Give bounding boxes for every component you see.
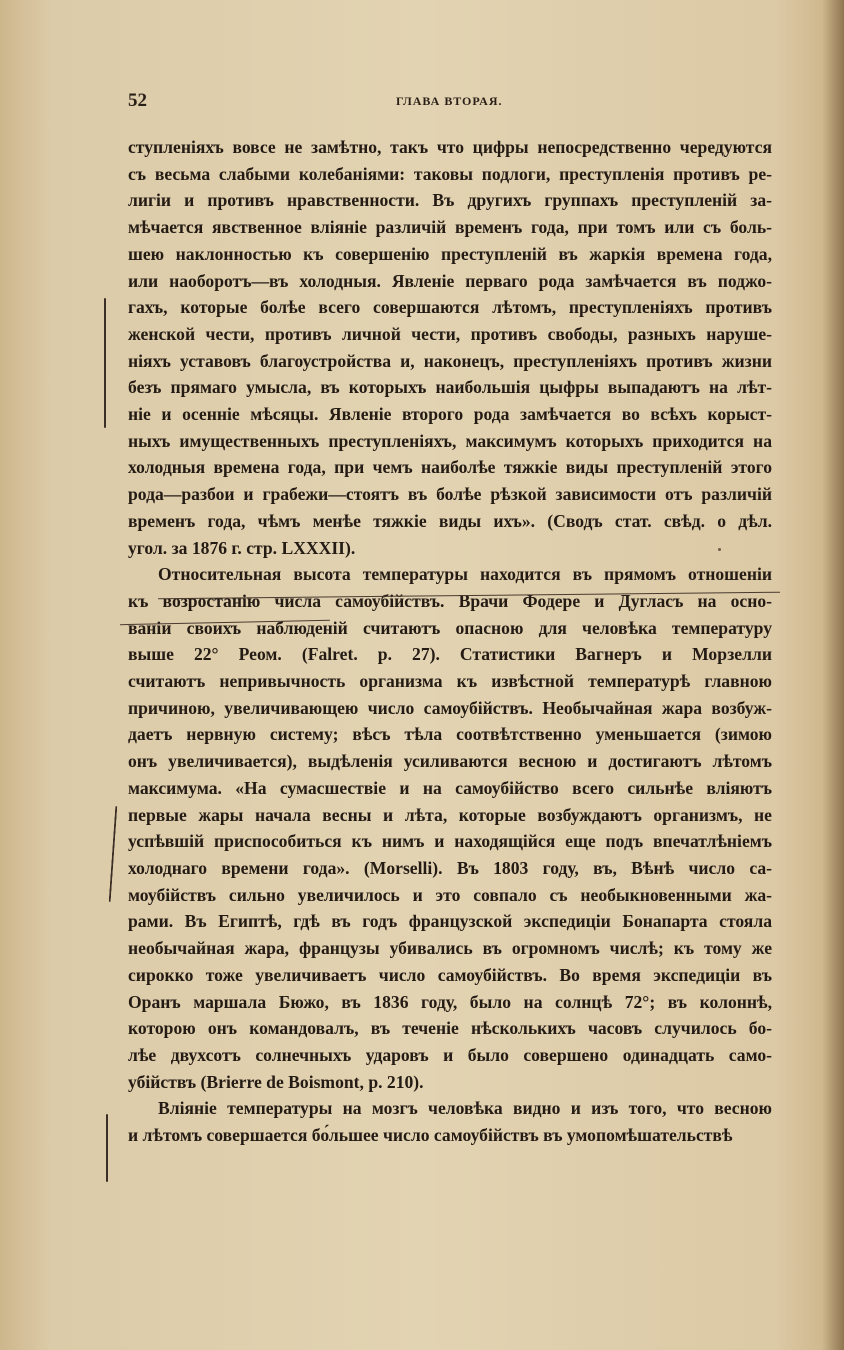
text-line: съ весьма слабыми колебаніями: таковы подлоги, преступленія противъ ре- xyxy=(128,163,772,184)
paper-speck xyxy=(718,548,721,551)
page-edge-shadow xyxy=(822,0,844,1350)
pencil-margin-mark xyxy=(109,806,118,902)
text-line: Оранъ маршала Бюжо, въ 1836 году, было на солнцѣ 72°; въ колоннѣ, xyxy=(128,991,772,1012)
body-text xyxy=(128,134,772,1149)
text-line: необычайная жара, французы убивались въ огромномъ числѣ; къ тому же xyxy=(128,938,772,959)
text-line: лѣе двухсотъ солнечныхъ ударовъ и было совершено одинадцать само- xyxy=(128,1044,772,1065)
text-line: лигіи и противъ нравственности. Въ другихъ группахъ преступленій за- xyxy=(128,190,772,211)
text-line: къ возростанію числа самоубійствъ. Врачи Фодере и Дугласъ на осно- xyxy=(128,590,772,611)
text-line: временъ года, чѣмъ менѣе тяжкіе виды ихъ». (Сводъ стат. свѣд. о дѣл. xyxy=(128,510,772,531)
text-line: убійствъ (Brierre de Boismont, p. 210). xyxy=(128,1071,424,1092)
text-line: Вліяніе температуры на мозгъ человѣка видно и изъ того, что весною xyxy=(158,1098,772,1119)
text-line: первые жары начала весны и лѣта, которые возбуждаютъ организмъ, не xyxy=(128,804,772,825)
text-line: успѣвшій приспособиться къ нимъ и находящійся еще подъ впечатлѣніемъ xyxy=(128,831,772,852)
text-line: угол. за 1876 г. стр. LXXXII). xyxy=(128,537,356,558)
text-line: максимума. «На сумасшествіе и на самоубійство всего сильнѣе вліяютъ xyxy=(128,777,772,798)
page-number: 52 xyxy=(128,90,147,111)
text-line: ступленіяхъ вовсе не замѣтно, такъ что цифры непосредственно чередуются xyxy=(128,137,772,157)
text-line: или наоборотъ—въ холодныя. Явленіе перваго рода замѣчается въ поджо- xyxy=(128,270,772,291)
paragraph xyxy=(128,561,772,1095)
text-line: считаютъ непривычность организма къ извѣстной температурѣ главною xyxy=(128,671,772,692)
text-line: холодныя времена года, при чемъ наиболѣе тяжкіе виды преступленій этого xyxy=(128,457,772,478)
text-line: шею наклонностью къ совершенію преступленій въ жаркія времена года, xyxy=(128,243,772,264)
text-line: женской чести, противъ личной чести, противъ свободы, разныхъ наруше- xyxy=(128,323,772,344)
text-line: онъ увеличивается), выдѣленія усиливаются весною и достигаютъ лѣтомъ xyxy=(128,751,772,772)
text-line: даетъ нервную систему; вѣсъ тѣла соотвѣтственно уменьшается (зимою xyxy=(128,724,772,745)
text-line: и лѣтомъ совершается бо́льшее число самоубійствъ въ умопомѣшательствѣ xyxy=(128,1125,733,1146)
text-line: ніе и осенніе мѣсяцы. Явленіе второго рода замѣчается во всѣхъ корыст- xyxy=(128,404,772,425)
text-line: выше 22° Реом. (Falret. p. 27). Статистики Вагнеръ и Морзелли xyxy=(128,644,772,665)
text-line: моубійствъ сильно увеличилось и это совпало съ необыкновенными жа- xyxy=(128,884,772,905)
text-line: рода—разбои и грабежи—стоятъ въ болѣе рѣзкой зависимости отъ различій xyxy=(128,484,772,505)
text-line: безъ прямаго умысла, въ которыхъ наибольшія цыфры выпадаютъ на лѣт- xyxy=(128,377,772,398)
paragraph xyxy=(128,1095,772,1148)
text-line: гахъ, которые болѣе всего совершаются лѣтомъ, преступленіяхъ противъ xyxy=(128,297,772,318)
text-line: ваніи своихъ наблюденій считаютъ опасною для человѣка температуру xyxy=(128,617,772,638)
text-line: причиною, увеличивающею число самоубійствъ. Необычайная жара возбуж- xyxy=(128,697,772,718)
text-line: ніяхъ уставовъ благоустройства и, наконецъ, преступленіяхъ противъ жизни xyxy=(128,350,772,371)
text-line: рами. Въ Египтѣ, гдѣ въ годъ французской экспедиціи Бонапарта стояла xyxy=(128,911,772,932)
text-line: мѣчается явственное вліяніе различій временъ года, при томъ или съ боль- xyxy=(128,217,772,238)
text-line: холоднаго времени года». (Morselli). Въ 1803 году, въ, Вѣнѣ число са- xyxy=(128,857,772,878)
pencil-margin-mark xyxy=(106,1114,108,1182)
text-line: сирокко тоже увеличиваетъ число самоубійствъ. Во время экспедиціи въ xyxy=(128,964,772,985)
text-line: которою онъ командовалъ, въ теченіе нѣсколькихъ часовъ случилось бо- xyxy=(128,1018,772,1039)
pencil-margin-mark xyxy=(104,298,106,428)
paragraph xyxy=(128,134,772,561)
chapter-title: ГЛАВА ВТОРАЯ. xyxy=(396,94,503,108)
text-line: ныхъ имущественныхъ преступленіяхъ, максимумъ которыхъ приходится на xyxy=(128,430,772,451)
text-line: Относительная высота температуры находится въ прямомъ отношеніи xyxy=(158,564,772,585)
running-head xyxy=(128,90,768,114)
